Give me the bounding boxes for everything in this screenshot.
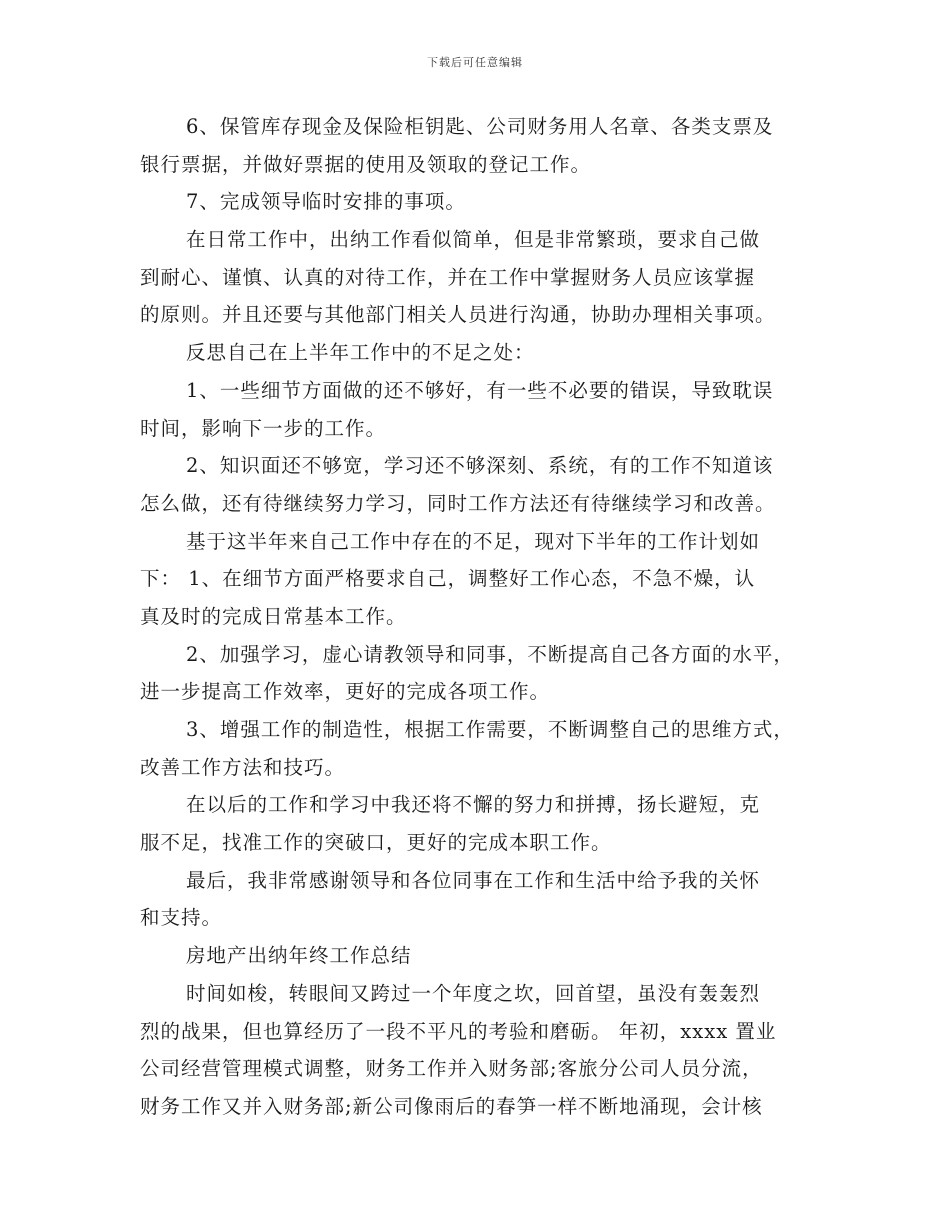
text-line: 服不足，找准工作的突破口，更好的完成本职工作。 <box>140 831 612 855</box>
text-line: 银行票据，并做好票据的使用及领取的登记工作。 <box>140 152 592 176</box>
text-line: 7、完成领导临时安排的事项。 <box>186 190 466 214</box>
text-line: 改善工作方法和技巧。 <box>140 755 346 779</box>
page-header: 下载后可任意编辑 <box>427 56 523 69</box>
text-line: 下： 1、在细节方面严格要求自己，调整好工作心态，不急不燥，认 <box>140 567 756 591</box>
text-line: 最后，我非常感谢领导和各位同事在工作和生活中给予我的关怀 <box>186 868 761 892</box>
text-line: 在以后的工作和学习中我还将不懈的努力和拼搏，扬长避短，克 <box>186 793 761 817</box>
text-line: 真及时的完成日常基本工作。 <box>140 604 407 628</box>
text-line: 基于这半年来自己工作中存在的不足，现对下半年的工作计划如 <box>186 529 761 553</box>
text-line: 财务工作又并入财务部;新公司像雨后的春笋一样不断地涌现，会计核 <box>140 1094 763 1118</box>
text-line: 反思自己在上半年工作中的不足之处： <box>186 341 535 365</box>
text-line: 进一步提高工作效率，更好的完成各项工作。 <box>140 680 551 704</box>
text-line: 和支持。 <box>140 906 223 930</box>
text-line: 3、增强工作的制造性，根据工作需要，不断调整自己的思维方式， <box>186 718 794 741</box>
text-line: 烈的战果，但也算经历了一段不平凡的考验和磨砺。 年初，xxxx 置业 <box>140 1019 777 1043</box>
text-line: 2、加强学习，虚心请教领导和同事，不断提高自己各方面的水平， <box>186 642 794 666</box>
text-line: 到耐心、谨慎、认真的对待工作，并在工作中掌握财务人员应该掌握 <box>140 265 756 289</box>
text-line: 怎么做，还有待继续努力学习，同时工作方法还有待继续学习和改善。 <box>140 491 776 515</box>
text-line: 时间，影响下一步的工作。 <box>140 416 387 440</box>
text-line: 2、知识面还不够宽，学习还不够深刻、系统，有的工作不知道该 <box>186 454 774 478</box>
text-line: 时间如梭，转眼间又跨过一个年度之坎，回首望，虽没有轰轰烈 <box>186 981 761 1005</box>
text-line: 公司经营管理模式调整，财务工作并入财务部;客旅分公司人员分流， <box>140 1057 763 1081</box>
text-line: 的原则。并且还要与其他部门相关人员进行沟通，协助办理相关事项。 <box>140 303 776 327</box>
text-line: 1、一些细节方面做的还不够好，有一些不必要的错误，导致耽误 <box>186 378 774 402</box>
text-line: 在日常工作中，出纳工作看似简单，但是非常繁琐，要求自己做 <box>186 228 761 252</box>
text-line: 房地产出纳年终工作总结 <box>186 944 412 968</box>
document-body <box>140 108 820 1126</box>
text-line: 6、保管库存现金及保险柜钥匙、公司财务用人名章、各类支票及 <box>186 115 774 138</box>
